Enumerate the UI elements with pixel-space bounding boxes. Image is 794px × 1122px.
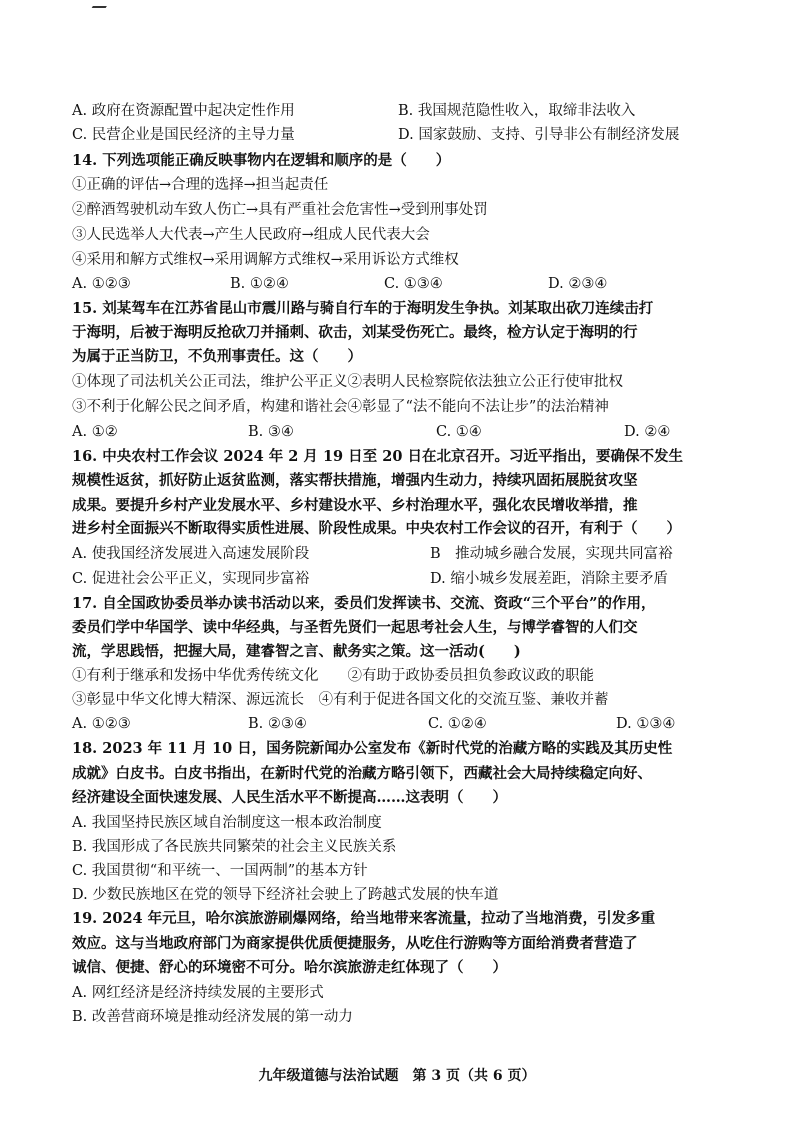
q13-option-d: D. 国家鼓励、支持、引导非公有制经济发展 [398,127,680,143]
q13-option-b: B. 我国规范隐性收入，取缔非法收入 [398,103,636,119]
q19-stem-2: 效应。这与当地政府部门为商家提供优质便捷服务，从吃住行游购等方面给消费者营造了 [72,935,638,952]
q18-option-a: A. 我国坚持民族区域自治制度这一根本政治制度 [72,815,382,831]
q14-option-c: C. ①③④ [384,276,443,292]
q16-option-a: A. 使我国经济发展进入高速发展阶段 [72,546,310,562]
page-footer: 九年级道德与法治试题 第 3 页（共 6 页） [258,1068,536,1084]
q16-stem-2: 规模性返贫，抓好防止返贫监测，落实帮扶措施，增强内生动力，持续巩固拓展脱贫攻坚 [72,472,638,489]
q17-item-1: ①有利于继承和发扬中华优秀传统文化 ②有助于政协委员担负参政议政的职能 [72,668,594,684]
q19-option-a: A. 网红经济是经济持续发展的主要形式 [72,985,324,1001]
q15-item-1: ①体现了司法机关公正司法，维护公平正义②表明人民检察院依法独立公正行使审批权 [72,374,623,390]
q14-item-2: ②醉酒驾驶机动车致人伤亡→具有严重社会危害性→受到刑事处罚 [72,202,488,218]
q14-option-b: B. ①②④ [230,276,289,292]
scan-mark [92,0,111,8]
q17-stem-1: 17. 自全国政协委员举办读书活动以来，委员们发挥读书、交流、资政“三个平台”的作用， [72,595,656,612]
q17-stem-2: 委员们学中华国学、读中华经典，与圣哲先贤们一起思考社会人生，与博学睿智的人们交 [72,619,638,636]
q15-option-c: C. ①④ [436,424,482,440]
q15-option-b: B. ③④ [248,424,294,440]
q15-stem-2: 于海明，后被于海明反抢砍刀并捅刺、砍击，刘某受伤死亡。最终，检方认定于海明的行 [72,324,638,341]
q15-item-2: ③不利于化解公民之间矛盾，构建和谐社会④彰显了“法不能向不法让步”的法治精神 [72,399,609,415]
q17-option-b: B. ②③④ [248,716,307,732]
q17-stem-3: 流，学思践悟，把握大局，建睿智之言、献务实之策。这一活动( ) [72,643,521,660]
q15-option-d: D. ②④ [624,424,671,440]
q13-option-a: A. 政府在资源配置中起决定性作用 [72,103,295,119]
q16-stem-4: 进乡村全面振兴不断取得实质性进展、阶段性成果。中央农村工作会议的召开，有利于（ ） [72,520,681,537]
q14-option-a: A. ①②③ [72,276,131,292]
q19-stem-1: 19. 2024 年元旦，哈尔滨旅游刷爆网络，给当地带来客流量，拉动了当地消费，引发多重 [72,910,656,927]
q19-option-b: B. 改善营商环境是推动经济发展的第一动力 [72,1009,353,1025]
q16-option-b: B 推动城乡融合发展，实现共同富裕 [430,546,673,562]
q17-option-d: D. ①③④ [616,716,676,732]
q14-item-3: ③人民选举人大代表→产生人民政府→组成人民代表大会 [72,227,430,243]
q14-item-1: ①正确的评估→合理的选择→担当起责任 [72,177,329,193]
q17-item-2: ③彰显中华文化博大精深、源远流长 ④有利于促进各国文化的交流互鉴、兼收并蓄 [72,692,609,708]
q13-option-c: C. 民营企业是国民经济的主导力量 [72,127,295,143]
q16-option-d: D. 缩小城乡发展差距，消除主要矛盾 [430,571,668,587]
q18-option-d: D. 少数民族地区在党的领导下经济社会驶上了跨越式发展的快车道 [72,887,499,903]
q16-option-c: C. 促进社会公平正义，实现同步富裕 [72,571,310,587]
q18-stem-2: 成就》白皮书。白皮书指出，在新时代党的治藏方略引领下，西藏社会大局持续稳定向好、 [72,765,652,782]
q19-stem-3: 诚信、便捷、舒心的环境密不可分。哈尔滨旅游走红体现了（ ） [72,959,507,976]
q14-stem: 14. 下列选项能正确反映事物内在逻辑和顺序的是（ ） [72,152,451,169]
q17-option-c: C. ①②④ [428,716,487,732]
q15-option-a: A. ①② [72,424,118,440]
q15-stem-1: 15. 刘某驾车在江苏省昆山市震川路与骑自行车的于海明发生争执。刘某取出砍刀连续击打 [72,300,654,317]
q14-option-d: D. ②③④ [548,276,608,292]
q18-option-b: B. 我国形成了各民族共同繁荣的社会主义民族关系 [72,839,397,855]
q17-option-a: A. ①②③ [72,716,131,732]
q14-item-4: ④采用和解方式维权→采用调解方式维权→采用诉讼方式维权 [72,252,459,268]
q16-stem-1: 16. 中央农村工作会议 2024 年 2 月 19 日至 20 日在北京召开。习近平指出，要确保不发生 [72,448,683,465]
q18-option-c: C. 我国贯彻“和平统一、一国两制”的基本方针 [72,863,368,879]
q18-stem-3: 经济建设全面快速发展、人民生活水平不断提高……这表明（ ） [72,789,507,806]
q18-stem-1: 18. 2023 年 11 月 10 日，国务院新闻办公室发布《新时代党的治藏方略的实践及其历史性 [72,740,673,757]
q16-stem-3: 成果。要提升乡村产业发展水平、乡村建设水平、乡村治理水平，强化农民增收举措，推 [72,497,638,514]
q15-stem-3: 为属于正当防卫，不负刑事责任。这（ ） [72,348,362,365]
